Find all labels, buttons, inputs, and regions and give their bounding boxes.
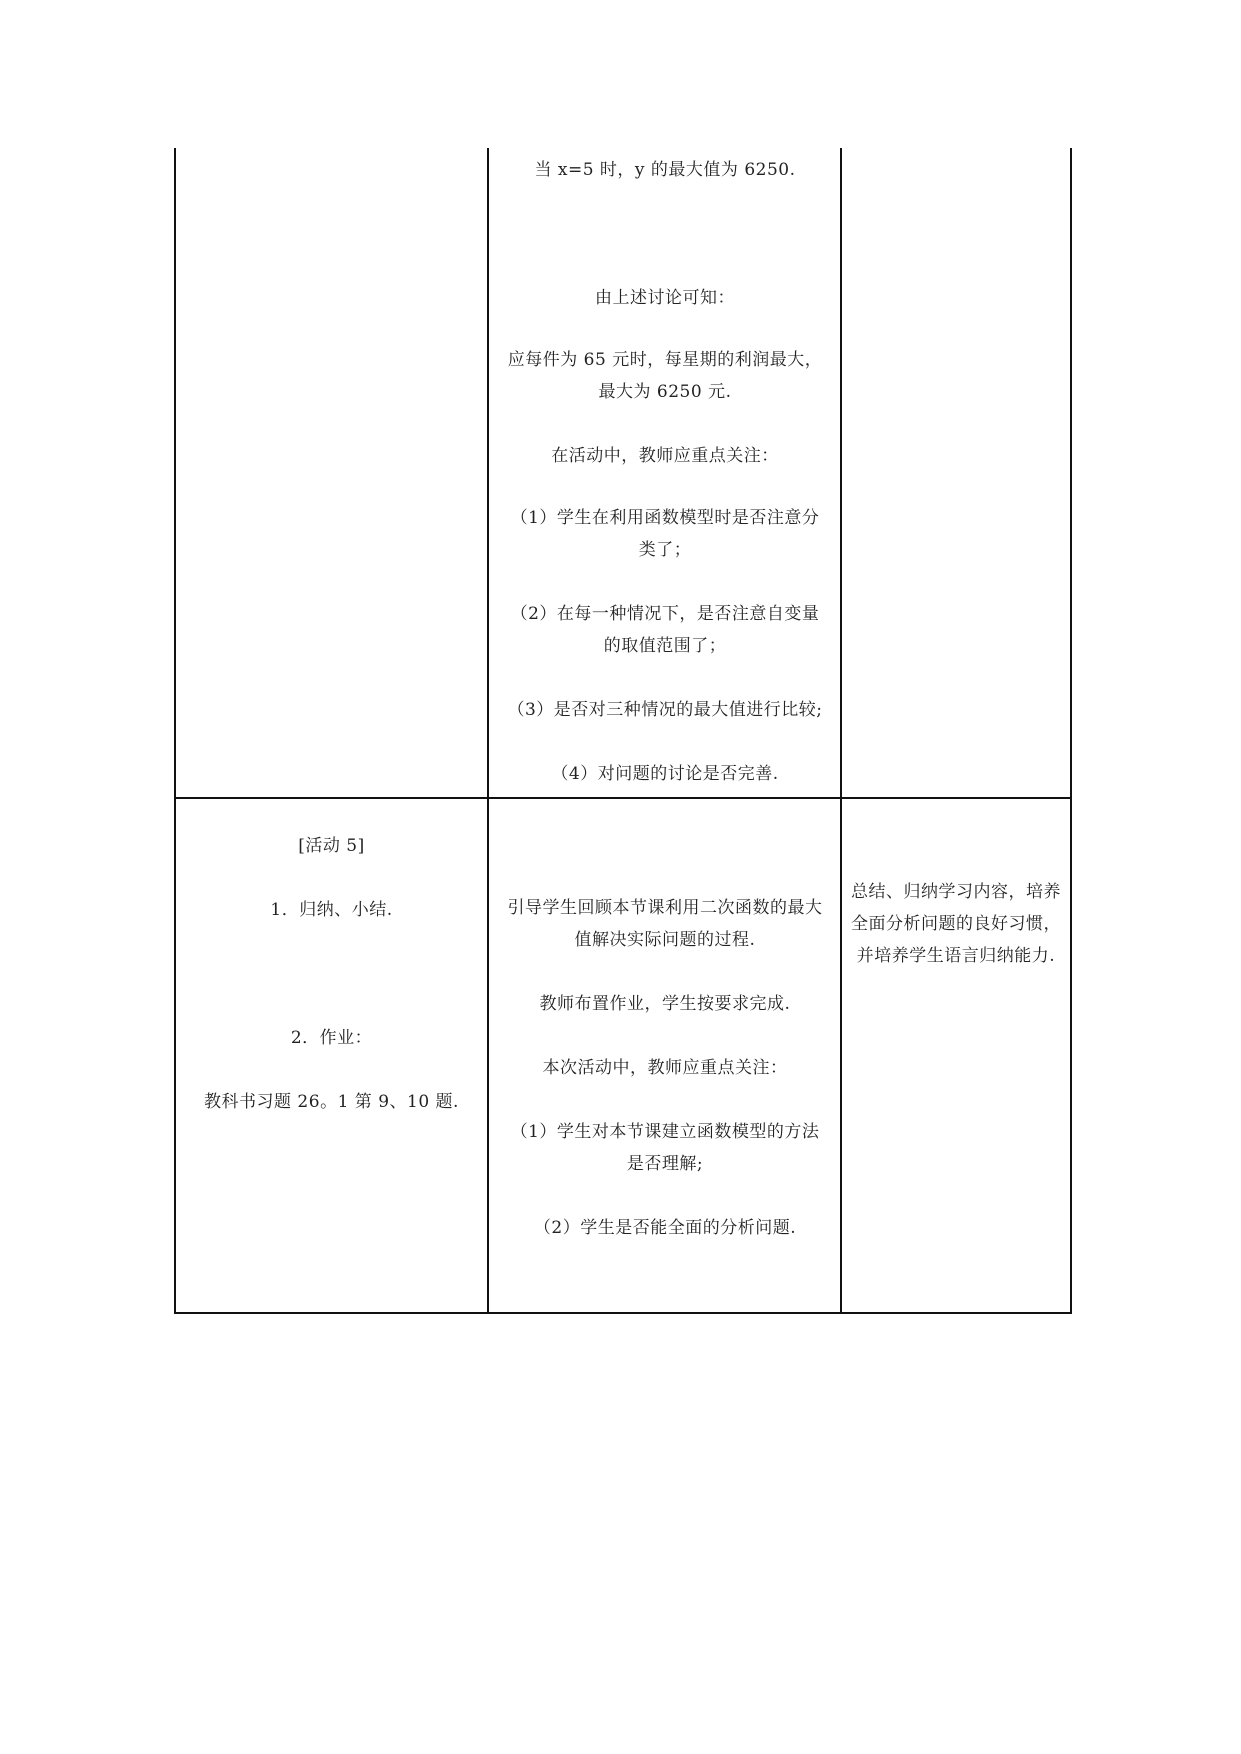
row2-line-point1: （1）学生对本节课建立函数模型的方法是否理解; — [510, 1122, 820, 1174]
row1-line-max: 当 x=5 时，y 的最大值为 6250. — [534, 160, 796, 180]
row1-line-point1: （1）学生在利用函数模型时是否注意分类了； — [510, 508, 820, 560]
row1-line-focus: 在活动中，教师应重点关注： — [551, 446, 779, 466]
row2-line-point2: （2）学生是否能全面的分析问题. — [533, 1218, 797, 1238]
design-intent-text: 总结、归纳学习内容，培养全面分析问题的良好习惯，并培养学生语言归纳能力. — [851, 882, 1061, 966]
row1-line-point2: （2）在每一种情况下，是否注意自变量的取值范围了； — [510, 604, 820, 656]
activity-5-title: [活动 5] — [298, 836, 365, 856]
table-border-bottom — [174, 1312, 1072, 1314]
table-divider-1 — [487, 148, 489, 1314]
row1-line-conclusion: 由上述讨论可知： — [595, 288, 735, 308]
row2-intent-cell — [848, 876, 1064, 972]
row2-line-focus: 本次活动中，教师应重点关注： — [542, 1058, 788, 1078]
homework-detail: 教科书习题 26。1 第 9、10 题. — [204, 1092, 459, 1112]
row1-line-point4: （4）对问题的讨论是否完善. — [551, 764, 779, 784]
summary-item: 1．归纳、小结. — [270, 900, 393, 920]
row-divider — [174, 797, 1072, 799]
table-border-left — [174, 148, 176, 1314]
row2-line-homework: 教师布置作业，学生按要求完成. — [539, 994, 791, 1014]
table-divider-2 — [840, 148, 842, 1314]
homework-item: 2．作业： — [290, 1028, 373, 1048]
table-border-right — [1070, 148, 1072, 1314]
row1-line-answer: 应每件为 65 元时，每星期的利润最大，最大为 6250 元. — [507, 350, 823, 402]
row2-line-review: 引导学生回顾本节课利用二次函数的最大值解决实际问题的过程. — [507, 898, 823, 950]
row1-line-point3: （3）是否对三种情况的最大值进行比较; — [507, 700, 823, 720]
